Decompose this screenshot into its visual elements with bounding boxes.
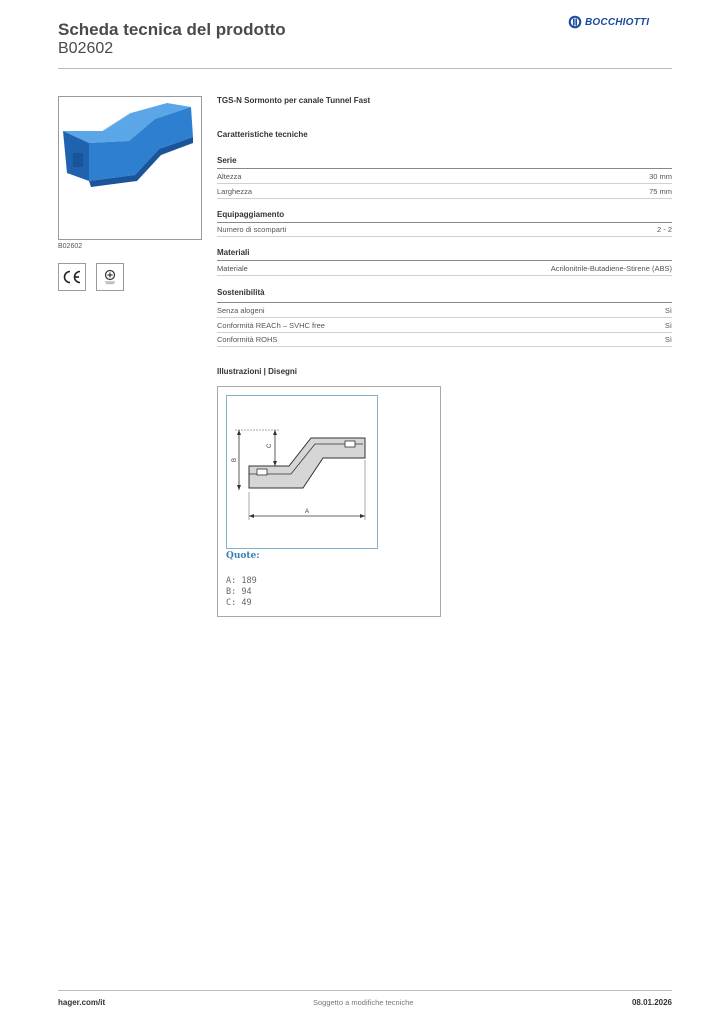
header-divider [58, 68, 672, 69]
quote-c: C: 49 [226, 598, 252, 608]
spec-label: Larghezza [217, 186, 253, 196]
spec-label: Conformità REACh – SVHC free [217, 320, 325, 330]
spec-value: Sì [664, 320, 672, 330]
dimension-label-c: C [267, 443, 273, 448]
spec-value: 75 mm [649, 186, 672, 196]
spec-row [217, 169, 672, 184]
dimension-drawing [227, 396, 377, 548]
brand-name: BOCCHIOTTI [585, 16, 650, 28]
halogen-free-badge [96, 263, 124, 291]
product-code-heading: B02602 [58, 40, 114, 57]
spec-value: Sì [664, 334, 672, 344]
spec-label: Senza alogeni [217, 305, 265, 315]
ce-mark-icon [61, 269, 83, 285]
illustrations-title: Illustrazioni | Disegni [217, 367, 298, 376]
ce-mark-badge [58, 263, 86, 291]
illustration-panel [217, 386, 441, 617]
quote-title: Quote: [226, 551, 260, 561]
product-photo [59, 97, 201, 239]
quote-a: A: 189 [226, 576, 257, 586]
spec-row [217, 261, 672, 276]
spec-row [217, 222, 672, 237]
brand-logo [568, 15, 649, 29]
spec-group-title: Serie [217, 156, 237, 165]
spec-label: Conformità ROHS [217, 334, 278, 344]
product-image [58, 96, 202, 240]
spec-group-title: Materiali [217, 248, 250, 257]
page-title: Scheda tecnica del prodotto [58, 20, 286, 39]
footer-date: 08.01.2026 [631, 998, 672, 1007]
dimension-label-b: B [232, 457, 238, 462]
spec-label: Numero di scomparti [217, 224, 287, 234]
spec-group-title: Sostenibilità [217, 288, 265, 297]
spec-row [217, 332, 672, 347]
brand-logo-icon [568, 15, 582, 29]
halogen-free-icon [101, 268, 119, 286]
spec-value: 2 - 2 [656, 224, 672, 234]
spec-row [217, 184, 672, 199]
spec-row [217, 303, 672, 318]
footer-disclaimer: Soggetto a modifiche tecniche [313, 998, 414, 1007]
spec-value: 30 mm [649, 171, 672, 181]
quote-b: B: 94 [226, 587, 252, 597]
footer-divider [58, 990, 672, 991]
product-title: TGS-N Sormonto per canale Tunnel Fast [217, 96, 371, 105]
spec-group-title: Equipaggiamento [217, 210, 285, 219]
spec-value: Sì [664, 305, 672, 315]
spec-label: Altezza [217, 171, 242, 181]
technical-drawing [226, 395, 378, 549]
spec-label: Materiale [217, 263, 248, 273]
spec-row [217, 318, 672, 333]
product-image-caption: B02602 [58, 243, 83, 250]
footer-website: hager.com/it [58, 998, 106, 1007]
specs-section-title: Caratteristiche tecniche [217, 130, 308, 139]
spec-value: Acrilonitrile-Butadiene-Stirene (ABS) [550, 263, 672, 273]
dimension-label-a: A [305, 509, 310, 515]
